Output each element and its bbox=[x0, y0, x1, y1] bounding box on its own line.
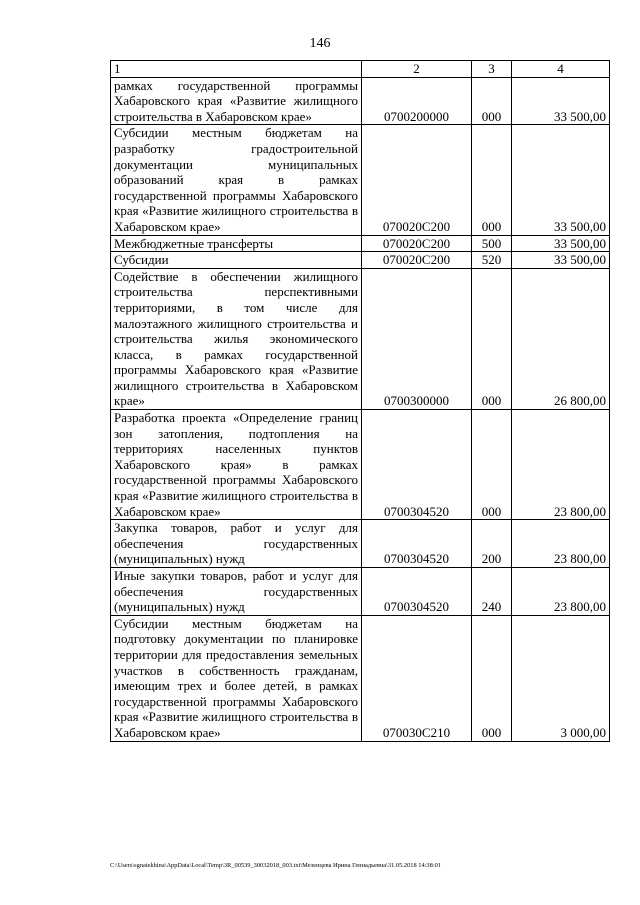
budget-table bbox=[110, 60, 610, 742]
table-row bbox=[111, 235, 610, 252]
table-row bbox=[111, 252, 610, 269]
table-row bbox=[111, 615, 610, 741]
column-header-4: 4 bbox=[512, 61, 610, 78]
row-name: Закупка товаров, работ и услуг для обеспечения государственных (муниципальных) нужд bbox=[111, 520, 362, 568]
table-row bbox=[111, 125, 610, 235]
row-code: 0700304520 bbox=[362, 568, 472, 616]
row-code: 0700304520 bbox=[362, 520, 472, 568]
row-code: 0700300000 bbox=[362, 268, 472, 409]
row-type: 000 bbox=[472, 125, 512, 235]
row-type: 240 bbox=[472, 568, 512, 616]
row-type: 520 bbox=[472, 252, 512, 269]
row-amount: 33 500,00 bbox=[512, 77, 610, 125]
column-header-3: 3 bbox=[472, 61, 512, 78]
row-type: 000 bbox=[472, 268, 512, 409]
table-row bbox=[111, 268, 610, 409]
table-row bbox=[111, 410, 610, 520]
row-name: Иные закупки товаров, работ и услуг для обеспечения государственных (муниципальных) нужд bbox=[111, 568, 362, 616]
table-row bbox=[111, 520, 610, 568]
row-type: 000 bbox=[472, 77, 512, 125]
row-amount: 23 800,00 bbox=[512, 410, 610, 520]
row-name: Межбюджетные трансферты bbox=[111, 235, 362, 252]
row-code: 0700200000 bbox=[362, 77, 472, 125]
table-row bbox=[111, 568, 610, 616]
row-name: рамках государственной программы Хабаровского края «Развитие жилищного строительства в Хабаровском крае» bbox=[111, 77, 362, 125]
row-code: 070020С200 bbox=[362, 125, 472, 235]
row-type: 200 bbox=[472, 520, 512, 568]
row-code: 070020С200 bbox=[362, 235, 472, 252]
file-path-footer: C:\Users\sgnatekhina\AppData\Local\Temp\3R_00539_30032018_003.txt\Мезенцева Ирина Геннадьевна\31.05.2018 14:38:01 bbox=[110, 862, 441, 869]
row-amount: 26 800,00 bbox=[512, 268, 610, 409]
row-code: 070030С210 bbox=[362, 615, 472, 741]
row-amount: 3 000,00 bbox=[512, 615, 610, 741]
row-name: Субсидии bbox=[111, 252, 362, 269]
column-header-1: 1 bbox=[111, 61, 362, 78]
row-type: 000 bbox=[472, 615, 512, 741]
row-type: 500 bbox=[472, 235, 512, 252]
row-name: Субсидии местным бюджетам на разработку градостроительной документации муниципальных образований края в рамках государственной программы Хабаровского края «Развитие жилищного строительства в Хабаровском крае» bbox=[111, 125, 362, 235]
row-name: Содействие в обеспечении жилищного строительства перспективными территориями, в том числе для малоэтажного жилищного строительства и строительства жилья экономического класса, в рамках государственной программы Хабаровского края «Развитие жилищного строительства в Хабаровском крае» bbox=[111, 268, 362, 409]
column-header-2: 2 bbox=[362, 61, 472, 78]
row-type: 000 bbox=[472, 410, 512, 520]
row-code: 070020С200 bbox=[362, 252, 472, 269]
page-number: 146 bbox=[309, 36, 331, 51]
row-amount: 33 500,00 bbox=[512, 235, 610, 252]
row-amount: 23 800,00 bbox=[512, 520, 610, 568]
table-header-row bbox=[111, 61, 610, 78]
row-amount: 33 500,00 bbox=[512, 125, 610, 235]
row-code: 0700304520 bbox=[362, 410, 472, 520]
row-name: Субсидии местным бюджетам на подготовку документации по планировке территории для предоставления земельных участков в собственность гражданам, имеющим трех и более детей, в рамках государственной программы Хабаровского края «Развитие жилищного строительства в Хабаровском крае» bbox=[111, 615, 362, 741]
table-row bbox=[111, 77, 610, 125]
row-amount: 23 800,00 bbox=[512, 568, 610, 616]
row-amount: 33 500,00 bbox=[512, 252, 610, 269]
row-name: Разработка проекта «Определение границ зон затопления, подтопления на территориях населенных пунктов Хабаровского края» в рамках государственной программы Хабаровского края «Развитие жилищного строительства в Хабаровском крае» bbox=[111, 410, 362, 520]
